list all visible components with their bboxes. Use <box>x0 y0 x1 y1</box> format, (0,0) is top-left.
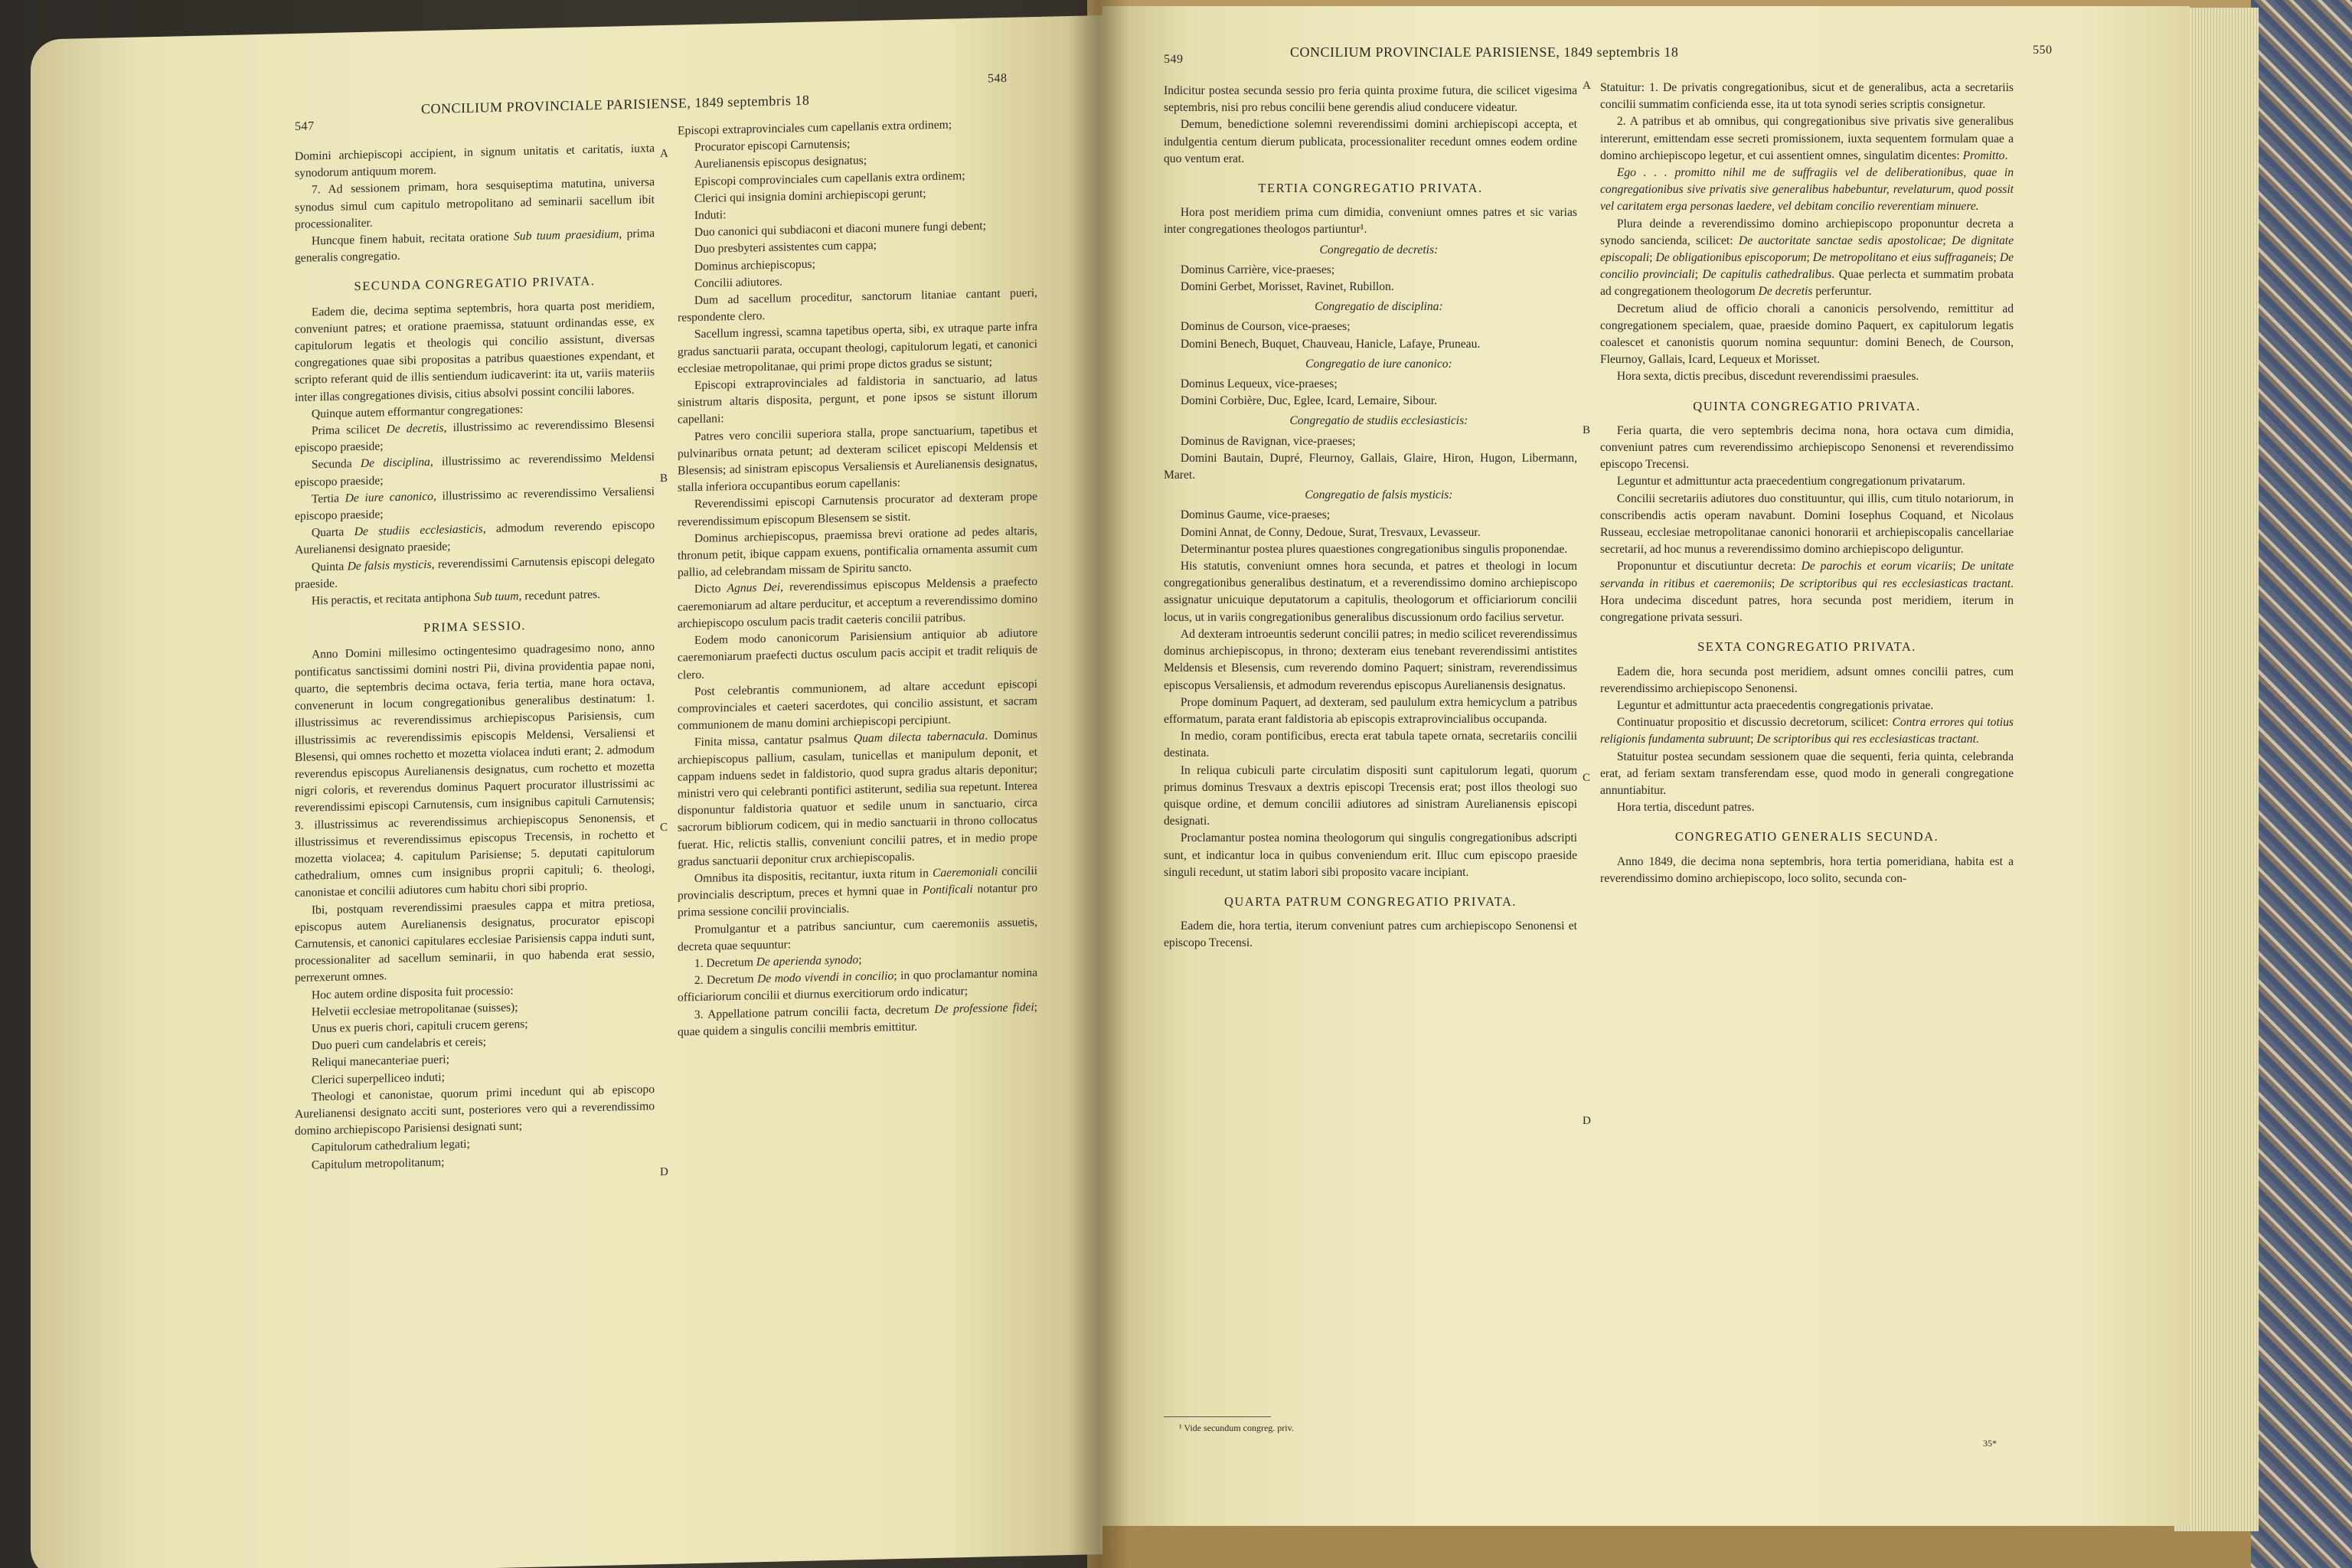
paragraph: 2. A patribus et ab omnibus, qui congregationibus sive privatis sive generalibus intererunt, emittendam esse secreti promissionem, iuxta sequentem formulam quae a domino archiepiscopo legetur, et cui assentient omnes, singulatim dicentes: Promitto. <box>1600 115 2014 162</box>
paragraph: Induti: <box>694 208 727 223</box>
paragraph: Determinantur postea plures quaestiones congregationibus singulis proponendae. <box>1180 542 1568 556</box>
section-heading: CONGREGATIO GENERALIS SECUNDA. <box>1674 829 1939 844</box>
paragraph: 2. Decretum De modo vivendi in concilio; in quo proclamantur nomina officiariorum concilii et diurnus exercitiorum ordo indicatur; <box>678 966 1038 1004</box>
section-heading: TERTIA CONGREGATIO PRIVATA. <box>1258 181 1483 196</box>
left-page-column-2 <box>678 115 1037 1041</box>
paragraph: Post celebrantis communionem, ad altare accedunt episcopi comprovinciales et caeteri sacerdotes, qui concilio assistunt, et sacram communionem de manu domini archiepiscopi percipiunt. <box>678 677 1037 733</box>
paragraph: Demum, benedictione solemni reverendissimi domini archiepiscopi accepta, et indulgentia centum dierum publicata, processionaliter recedunt omnes eodem ordine quo ventum erat. <box>1164 118 1577 165</box>
paragraph: Clerici superpelliceo induti; <box>311 1070 445 1087</box>
paragraph: Feria quarta, die vero septembris decima nona, hora octava cum dimidia, conveniunt patres cum reverendissimo archiepiscopo Senonensi et reverendissimo episcopo Trecensi. <box>1600 423 2014 472</box>
paragraph: Finita missa, cantatur psalmus Quam dilecta tabernacula. Dominus archiepiscopus pallium, casulam, tunicellas et manipulum deponit, et cappam induens sedet in faldistorio, quod supra gradus altaris deponitur; ministri vero qui celebranti pontifici astiterunt, sedilia sua repetunt. Interea disponuntur faldistoria quatuor et sedile unum in sanctuario, circa sacrorum bibliorum codicem, qui in medio sanctuarii in throno collocatus fuerat. Hic, relictis stallis, conveniunt concilii patres, et in medio prope gradus sanctuarii deponitur crux archiepiscopalis. <box>678 728 1037 869</box>
footnote: ¹ Vide secundum congreg. priv. <box>1179 1423 1294 1433</box>
paragraph: Capitulorum cathedralium legati; <box>311 1138 470 1155</box>
paragraph: Ibi, postquam reverendissimi praesules cappa et mitra pretiosa, episcopus autem Aurelianensis designatus, procurator episcopi Carnutensis, et canonici capitulares ecclesiae Parisiensis cappa induti sunt, processionaliter ad sacellum seminarii, in quo habenda erat sessio, perrexerunt omnes. <box>295 895 655 985</box>
subsection-heading: Congregatio de iure canonico: <box>1305 357 1452 371</box>
paragraph: Statuitur: 1. De privatis congregationibus, sicut et de generalibus, acta a secretariis concilii summatim conficienda esse, ita ut tota synodi series scriptis consignetur. <box>1600 81 2014 112</box>
paragraph: Indicitur postea secunda sessio pro feria quinta proxime futura, die scilicet vigesima septembris, nisi pro rebus concilii bene gerendis aliud conducere videatur. <box>1164 84 1577 115</box>
right-page-column-1 <box>1164 83 1577 952</box>
paragraph: Statuitur postea secundam sessionem quae die sequenti, feria quinta, celebranda erat, ad feriam sextam transferendam esse, quod modo in generali congregatione annuntiabitur. <box>1600 750 2014 797</box>
left-page-column-1 <box>295 140 655 1174</box>
paragraph: Plura deinde a reverendissimo domino archiepiscopo proponuntur decreta a synodo sancienda, scilicet: De auctoritate sanctae sedis apostolicae; De dignitate episcopali; De obligationibus episcoporum; De metropolitano et eius suffraganeis; De concilio provinciali; De capitulis cathedralibus. Quae perlecta et summatim probata ad congregationem theologorum De decretis perferuntur. <box>1600 217 2014 299</box>
paragraph: Omnibus ita dispositis, recitantur, iuxta ritum in Caeremoniali concilii provincialis descriptum, preces et hymni quae in Pontificali notantur pro prima sessione concilii provincialis. <box>678 864 1037 920</box>
paragraph: 1. Decretum De aperienda synodo; <box>694 953 862 971</box>
paragraph: In medio, coram pontificibus, erecta erat tabula tapete ornata, secretariis concilii destinata. <box>1164 730 1577 760</box>
paragraph: Sacellum ingressi, scamna tapetibus operta, sibi, ex utraque parte infra gradus sanctuarii parata, occupant theologi, capitulorum legati, et canonici ecclesiae metropolitanae, qui primi prope dictos gradus se sistunt; <box>678 320 1037 376</box>
section-heading: QUINTA CONGREGATIO PRIVATA. <box>1693 398 1921 413</box>
paragraph: His peractis, et recitata antiphona Sub tuum, recedunt patres. <box>311 587 600 608</box>
paragraph: Clerici qui insignia domini archiepiscopi gerunt; <box>694 187 926 205</box>
right-page-left-number: 549 <box>1164 53 1184 66</box>
paragraph: Hora sexta, dictis precibus, discedunt reverendissimi praesules. <box>1616 370 1919 384</box>
paragraph: Leguntur et admittuntur acta praecedentis congregationis privatae. <box>1616 698 1934 712</box>
paragraph: Domini archiepiscopi accipient, in signum unitatis et caritatis, iuxta synodorum antiquum morem. <box>295 142 655 181</box>
paragraph: Quinque autem efformantur congregationes: <box>311 403 524 421</box>
paragraph: Helvetii ecclesiae metropolitanae (suisses); <box>311 1001 518 1019</box>
left-page-right-number: 548 <box>988 71 1008 86</box>
paragraph: Anno Domini millesimo octingentesimo quadragesimo nono, anno pontificatus sanctissimi domini nostri Pii, divina providentia papae noni, quarto, die septembris decima octava, feria tertia, mane hora octava, convenerunt in locum congregationibus generalibus destinatum: 1. illustrissimus ac reverendissimus archiepiscopus Parisiensis, cum illustrissimis ac reverendissimis episcopis Meldensi, Versaliensi et Blesensi, qui omnes rochetto et mozetta violacea induti erant; 2. admodum reverendus episcopus Aurelianensis designatus, cum rochetto et mozetta nigri coloris, et reverendus dominus Paquert procurator illustrissimi ac reverendissimi episcopi Carnutensis, cum insignibus capituli Carnutensis; 3. illustrissimus ac reverendissimus archiepiscopus Senonensis, et illustrissimus et reverendissimus episcopus Trecensis, in rochetto et mozetta violacea; 4. capitulum Parisiense; 5. deputati capitulorum cathedralium, omnes cum insignibus proprii capituli; 6. theologi, canonistae et concilii adiutores cum habitu chori sibi proprio. <box>295 640 655 900</box>
paragraph: Procurator episcopi Carnutensis; <box>694 137 851 155</box>
paragraph: Patres vero concilii superiora stalla, prope sanctuarium, tapetibus et pulvinaribus ornata petunt; ad dexteram scilicet episcopi Meldensis et Blesensis; ad sinistram episcopus Versaliensis et Aurelianensis designatus, stalla inferiora occupantibus eorum capellanis: <box>678 422 1037 495</box>
margin-letter-d: D <box>660 1165 668 1179</box>
right-page-right-number: 550 <box>2033 44 2053 57</box>
paragraph: Concilii secretariis adiutores duo constituuntur, qui illis, cum titulo notariorum, in conscribendis actis operam navabunt. Domini Iosephus Coquand, et Nicolaus Russeau, ecclesiae metropolitanae canonici honorarii et archiepiscopalis cancellariae secretarii, ad hoc munus a reverendissimo domino archiepiscopo deliguntur. <box>1600 492 2014 557</box>
paragraph: Dominus Lequeux, vice-praeses; <box>1180 377 1338 391</box>
paragraph: Dominus archiepiscopus, praemissa brevi oratione ad pedes altaris, thronum petit, ibique cappam exuens, pontificalia ornamenta assumit cum pallio, ad celebrandam missam de Spiritu sancto. <box>678 524 1037 580</box>
paragraph: Ego . . . promitto nihil me de suffragiis vel de deliberationibus, quae in congregationibus sive privatis sive generalibus habebuntur, revelaturum, quod possit vel caritatem erga personas laedere, vel debitam concilio reverentiam minuere. <box>1600 166 2014 214</box>
paragraph: Quarta De studiis ecclesiasticis, admodum reverendo episcopo Aurelianensi designato praeside; <box>295 518 655 557</box>
margin-letter-d: D <box>1583 1115 1591 1127</box>
right-page-column-2 <box>1600 80 2014 887</box>
right-page <box>1102 6 2190 1526</box>
subsection-heading: Congregatio de studiis ecclesiasticis: <box>1289 414 1468 428</box>
paragraph: Dominus de Courson, vice-praeses; <box>1180 320 1351 334</box>
paragraph: Dominus archiepiscopus; <box>694 257 815 273</box>
paragraph: Unus ex pueris chori, capituli crucem gerens; <box>311 1017 528 1036</box>
left-page-running-title: CONCILIUM PROVINCIALE PARISIENSE, 1849 septembris 18 <box>421 92 810 117</box>
paragraph: Proclamantur postea nomina theologorum qui singulis congregationibus adscripti sunt, et indicantur loca in quibus conveniendum erit. Illuc cum episcopo praeside singuli recedunt, ut statim labori sibi proposito vacare incipiant. <box>1164 831 1577 879</box>
paragraph: Huncque finem habuit, recitata oratione Sub tuum praesidium, prima generalis congregatio. <box>295 227 655 266</box>
margin-letter-c: C <box>1583 772 1591 784</box>
paragraph: Quinta De falsis mysticis, reverendissimi Carnutensis episcopi delegato praeside. <box>295 552 655 591</box>
signature-mark: 35* <box>1983 1438 1997 1449</box>
subsection-heading: Congregatio de decretis: <box>1319 243 1439 256</box>
section-heading: QUARTA PATRUM CONGREGATIO PRIVATA. <box>1224 893 1517 909</box>
paragraph: Aurelianensis episcopus designatus; <box>694 154 867 172</box>
left-page <box>31 15 1102 1568</box>
subsection-heading: Congregatio de disciplina: <box>1315 300 1443 314</box>
paragraph: Tertia De iure canonico, illustrissimo ac reverendissimo Versaliensi episcopo praeside; <box>295 485 655 524</box>
paragraph: Domini Gerbet, Morisset, Ravinet, Rubillon. <box>1180 280 1394 294</box>
paragraph: Prope dominum Paquert, ad dexteram, sed paululum extra hemicyclum a patribus efformatum, parata erant faldistoria ab episcopis extraprovincialibus occupanda. <box>1164 695 1577 726</box>
paragraph: Dominus de Ravignan, vice-praeses; <box>1180 434 1356 448</box>
paragraph: Ad dexteram introeuntis sederunt concilii patres; in medio scilicet reverendissimus dominus archiepiscopus, in throno; dexteram eius tenebant reverendissimi antistites Meldensis et Blesensis, cum reverendo domino Paquert; sinistram, reverendissimus episcopus Versaliensis, et admodum reverendus episcopus Aurelianensis designatus. <box>1164 627 1577 692</box>
paragraph: Duo presbyteri assistentes cum cappa; <box>694 239 877 256</box>
paragraph: Secunda De disciplina, illustrissimo ac reverendissimo Meldensi episcopo praeside; <box>295 450 655 489</box>
paragraph: Domini Annat, de Conny, Dedoue, Surat, Tresvaux, Levasseur. <box>1180 525 1481 539</box>
paragraph: Decretum aliud de officio chorali a canonicis persolvendo, remittitur ad congregationem specialem, quae, praeside domino Paquert, ex capitulorum legatis coalescet et canonistis quorum nomina sequuntur: domini Benech, de Courson, Fleurnoy, Gallais, Icard, Lequeux et Morisset. <box>1600 302 2014 367</box>
right-page-running-title: CONCILIUM PROVINCIALE PARISIENSE, 1849 septembris 18 <box>1290 44 1679 60</box>
paragraph: 3. Appellatione patrum concilii facta, decretum De professione fidei; quae quidem a singulis concilii membris emittitur. <box>678 1000 1037 1039</box>
paragraph: Dominus Gaume, vice-praeses; <box>1180 508 1331 522</box>
margin-letter-a: A <box>660 147 668 161</box>
paragraph: Domini Bautain, Dupré, Fleurnoy, Gallais, Glaire, Hiron, Hugon, Libermann, Maret. <box>1164 451 1577 482</box>
subsection-heading: Congregatio de falsis mysticis: <box>1305 488 1453 502</box>
margin-letter-c: C <box>660 821 668 835</box>
paragraph: Leguntur et admittuntur acta praecedentium congregationum privatarum. <box>1616 475 1965 488</box>
margin-letter-b: B <box>1583 424 1591 436</box>
paragraph: Eadem die, hora tertia, iterum conveniunt patres cum archiepiscopo Senonensi et episcopo Trecensi. <box>1164 920 1577 950</box>
paragraph: Eodem modo canonicorum Parisiensium antiquior ab adiutore caeremoniarum praefecti ductus osculum pacis accipit et tradit reliquis de clero. <box>678 626 1037 682</box>
section-heading: SECUNDA CONGREGATIO PRIVATA. <box>354 273 596 294</box>
paragraph: Hora tertia, discedunt patres. <box>1616 801 1755 815</box>
paragraph: Concilii adiutores. <box>694 275 783 290</box>
paragraph: Continuatur propositio et discussio decretorum, scilicet: Contra errores qui totius religionis fundamenta subruunt; De scriptoribus qui res ecclesiasticas tractant. <box>1600 716 2014 746</box>
section-heading: SEXTA CONGREGATIO PRIVATA. <box>1697 639 1916 655</box>
paragraph: Episcopi comprovinciales cum capellanis extra ordinem; <box>694 168 965 188</box>
paragraph: Theologi et canonistae, quorum primi incedunt qui ab episcopo Aurelianensi designato acciti sunt, posteriores vero qui a reverendissimo domino archiepiscopo Parisiensi designati sunt; <box>295 1083 655 1138</box>
left-page-left-number: 547 <box>295 119 315 133</box>
paragraph: Promulgantur et a patribus sanciuntur, cum caeremoniis assuetis, decreta quae sequuntur: <box>678 915 1037 954</box>
paragraph: Proponuntur et discutiuntur decreta: De parochis et eorum vicariis; De unitate servanda in ritibus et caeremoniis; De scriptoribus qui res ecclesiasticas tractant. Hora undecima discedunt patres, hora secunda post meridiem, iterum in congregatione privata sessuri. <box>1600 560 2014 625</box>
paragraph: Prima scilicet De decretis, illustrissimo ac reverendissimo Blesensi episcopo praeside; <box>295 416 655 456</box>
paragraph: Anno 1849, die decima nona septembris, hora tertia pomeridiana, habita est a reverendissimo domino archiepiscopo, loco solito, secunda con- <box>1600 854 2014 885</box>
paragraph: Eadem die, hora secunda post meridiem, adsunt omnes concilii patres, cum reverendissimo archiepiscopo Senonensi. <box>1600 665 2014 695</box>
margin-letter-a: A <box>1583 80 1591 92</box>
paragraph: Episcopi extraprovinciales cum capellanis extra ordinem; <box>678 118 952 138</box>
paragraph: Dicto Agnus Dei, reverendissimus episcopus Meldensis a praefecto caeremoniarum ad altare perducitur, et acceptum a reverendissimo domino archiepiscopo osculum pacis tradit caeteris concilii patribus. <box>678 575 1038 631</box>
paragraph: Domini Benech, Buquet, Chauveau, Hanicle, Lafaye, Pruneau. <box>1180 337 1481 351</box>
paragraph: In reliqua cubiculi parte circulatim dispositi sunt capitulorum legati, quorum primus dominus Tresvaux a dextris episcopi Trecensis erat; post illos theologi suo quisque ordine, et demum concilii adiutores ad sinistram Aurelianensis episcopi designati. <box>1164 763 1577 828</box>
section-heading: PRIMA SESSIO. <box>423 618 527 635</box>
paragraph: 7. Ad sessionem primam, hora sesquiseptima matutina, universa synodus simul cum capitulo metropolitano ad seminarii sacellum ibit processionaliter. <box>295 175 655 231</box>
paragraph: Eadem die, decima septima septembris, hora quarta post meridiem, conveniunt patres; et oratione praemissa, statuunt ordinandas esse, ex capitulorum legatis et theologis qui concilio assistunt, diversas congregationes quae sibi propositas a patribus quaestiones expendant, et scripto referant quid de illis sentiendum iudicaverint: ita ut, variis materiis inter illas congregationes divisis, citius absolvi possint concilii labores. <box>295 297 655 404</box>
margin-letter-b: B <box>660 472 668 485</box>
paragraph: Reverendissimi episcopi Carnutensis procurator ad dexteram prope reverendissimum episcopum Blesensem se sistit. <box>678 490 1037 529</box>
paragraph: Domini Corbière, Duc, Eglee, Icard, Lemaire, Sibour. <box>1180 394 1437 408</box>
footnote-rule <box>1164 1416 1271 1417</box>
paragraph: Capitulum metropolitanum; <box>311 1155 445 1172</box>
paragraph: Hora post meridiem prima cum dimidia, conveniunt omnes patres et sic varias inter congregationes theologos partiuntur¹. <box>1164 206 1577 237</box>
paragraph: Duo pueri cum candelabris et cereis; <box>311 1035 487 1053</box>
paragraph: Duo canonici qui subdiaconi et diaconi munere fungi debent; <box>694 219 986 240</box>
paragraph: Dum ad sacellum proceditur, sanctorum litaniae cantant pueri, respondente clero. <box>678 286 1037 325</box>
paragraph: His statutis, conveniunt omnes hora secunda, et patres et theologi in locum congregationibus generalibus destinatum, et a reverendissimo domino archiepiscopo assignatur unicuique deputatorum a capitulis, theologorum et officiariorum concilii locus, ut in variis congregationibus generalibus discussionum ordo facilius servetur. <box>1164 560 1577 624</box>
paragraph: Reliqui manecanteriae pueri; <box>311 1053 449 1070</box>
paragraph: Dominus Carrière, vice-praeses; <box>1180 263 1335 276</box>
paragraph: Hoc autem ordine disposita fuit processio: <box>311 984 514 1001</box>
paragraph: Episcopi extraprovinciales ad faldistoria in sanctuario, ad latus sinistrum altaris disposita, pergunt, et pone ipsos se sistunt illorum capellani: <box>678 371 1037 427</box>
